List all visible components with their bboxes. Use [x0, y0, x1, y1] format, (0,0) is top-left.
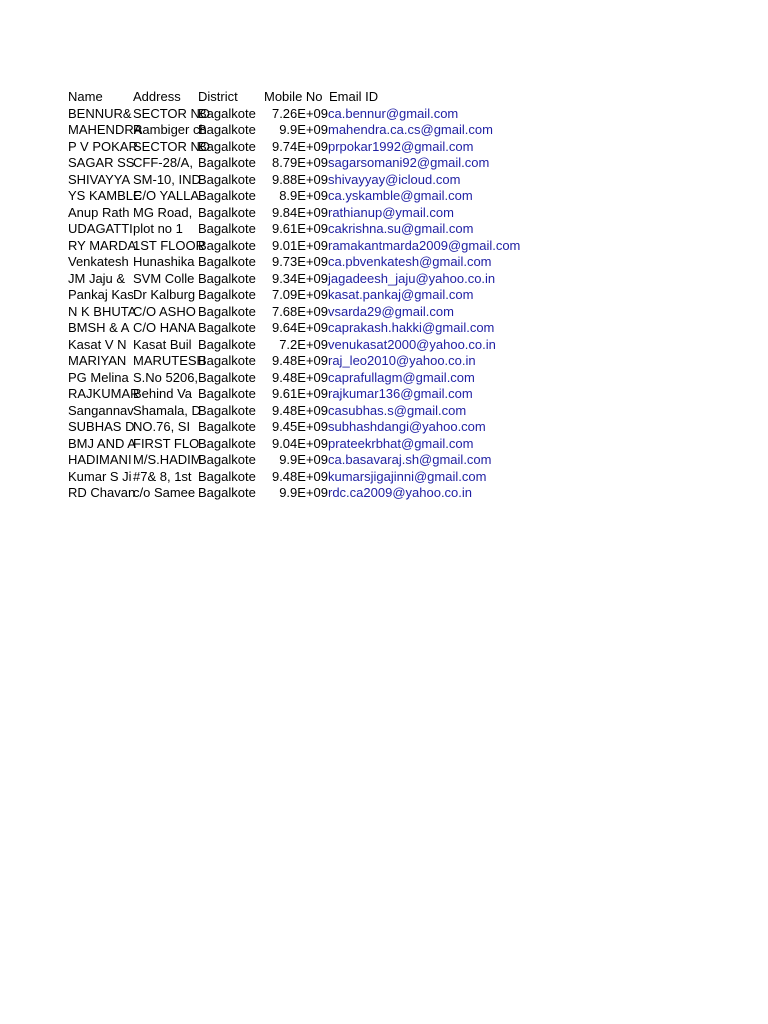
- header-district: District: [198, 89, 238, 104]
- district-cell: Bagalkote: [198, 320, 256, 335]
- district-cell: Bagalkote: [198, 122, 256, 137]
- mobile-cell: 9.48E+09: [271, 369, 328, 385]
- mobile-cell: 9.74E+09: [271, 138, 328, 154]
- name-cell: SAGAR SS: [68, 155, 135, 170]
- name-cell: SUBHAS D: [68, 419, 135, 434]
- mobile-cell: 9.64E+09: [271, 320, 328, 335]
- name-cell: SHIVAYYA: [68, 171, 131, 187]
- address-cell: CFF-28/A,: [133, 155, 193, 170]
- email-link[interactable]: shivayyay@icloud.com: [328, 171, 461, 187]
- mobile-cell: 7.26E+09: [271, 105, 328, 121]
- name-cell: BMJ AND A: [68, 435, 136, 451]
- name-cell: P V POKAR: [68, 138, 138, 154]
- mobile-cell: 9.61E+09: [271, 221, 328, 236]
- district-cell: Bagalkote: [198, 287, 256, 302]
- email-link[interactable]: subhashdangi@yahoo.com: [328, 419, 486, 434]
- address-cell: c/o Samee: [133, 485, 196, 500]
- email-link[interactable]: rdc.ca2009@yahoo.co.in: [328, 485, 473, 500]
- email-link[interactable]: ramakantmarda2009@gmail.com: [328, 237, 521, 253]
- mobile-cell: 9.48E+09: [271, 353, 328, 368]
- email-link[interactable]: mahendra.ca.cs@gmail.com: [328, 122, 493, 137]
- name-cell: Pankaj Kas: [68, 287, 134, 302]
- name-cell: YS KAMBLE: [68, 188, 142, 203]
- mobile-cell: 9.84E+09: [271, 204, 328, 220]
- district-cell: Bagalkote: [198, 204, 256, 220]
- email-link[interactable]: caprakash.hakki@gmail.com: [328, 320, 495, 335]
- mobile-cell: 9.48E+09: [271, 468, 328, 484]
- email-link[interactable]: venukasat2000@yahoo.co.in: [328, 336, 496, 352]
- mobile-cell: 7.09E+09: [271, 287, 328, 302]
- mobile-cell: 9.34E+09: [271, 270, 328, 286]
- district-cell: Bagalkote: [198, 270, 256, 286]
- email-link[interactable]: cakrishna.su@gmail.com: [328, 221, 474, 236]
- address-cell: SVM Colle: [133, 270, 195, 286]
- district-cell: Bagalkote: [198, 452, 256, 467]
- address-cell: MARUTESH: [133, 353, 206, 368]
- address-cell: C/O YALLA: [133, 188, 199, 203]
- email-link[interactable]: rathianup@ymail.com: [328, 204, 454, 220]
- email-link[interactable]: raj_leo2010@yahoo.co.in: [328, 353, 476, 368]
- name-cell: PG Melina: [68, 369, 129, 385]
- header-name: Name: [68, 89, 103, 104]
- district-cell: Bagalkote: [198, 155, 256, 170]
- district-cell: Bagalkote: [198, 221, 256, 236]
- district-cell: Bagalkote: [198, 336, 256, 352]
- mobile-cell: 9.61E+09: [271, 386, 328, 401]
- mobile-cell: 9.88E+09: [271, 171, 328, 187]
- header-address: Address: [133, 89, 181, 104]
- address-cell: Hunashika: [133, 254, 195, 269]
- address-cell: MG Road,: [133, 204, 193, 220]
- name-cell: MAHENDRA: [68, 122, 143, 137]
- name-cell: Kasat V N: [68, 336, 127, 352]
- district-cell: Bagalkote: [198, 303, 256, 319]
- district-cell: Bagalkote: [198, 402, 256, 418]
- address-cell: Shamala, D: [133, 402, 201, 418]
- address-cell: SM-10, IND: [133, 171, 201, 187]
- mobile-cell: 9.45E+09: [271, 419, 328, 434]
- address-cell: C/O ASHO: [133, 303, 196, 319]
- address-cell: FIRST FLO: [133, 435, 200, 451]
- address-cell: SECTOR NO: [133, 105, 211, 121]
- email-link[interactable]: ca.basavaraj.sh@gmail.com: [328, 452, 492, 467]
- mobile-cell: 9.04E+09: [271, 435, 328, 451]
- district-cell: Bagalkote: [198, 105, 256, 121]
- name-cell: Anup Rath: [68, 204, 130, 220]
- district-cell: Bagalkote: [198, 188, 256, 203]
- email-link[interactable]: kumarsjigajinni@gmail.com: [328, 468, 487, 484]
- email-link[interactable]: rajkumar136@gmail.com: [328, 386, 473, 401]
- name-cell: RAJKUMAR: [68, 386, 140, 401]
- header-mobile: Mobile No: [264, 89, 323, 104]
- email-link[interactable]: ca.yskamble@gmail.com: [328, 188, 473, 203]
- email-link[interactable]: prateekrbhat@gmail.com: [328, 435, 474, 451]
- district-cell: Bagalkote: [198, 353, 256, 368]
- email-link[interactable]: kasat.pankaj@gmail.com: [328, 287, 474, 302]
- email-link[interactable]: ca.pbvenkatesh@gmail.com: [328, 254, 492, 269]
- email-link[interactable]: prpokar1992@gmail.com: [328, 138, 474, 154]
- address-cell: #7& 8, 1st: [133, 468, 192, 484]
- district-cell: Bagalkote: [198, 237, 256, 253]
- mobile-cell: 9.01E+09: [271, 237, 328, 253]
- mobile-cell: 9.9E+09: [279, 485, 328, 500]
- name-cell: BMSH & A: [68, 320, 130, 335]
- address-cell: Kasat Buil: [133, 336, 192, 352]
- email-link[interactable]: sagarsomani92@gmail.com: [328, 155, 490, 170]
- address-cell: Dr Kalburg: [133, 287, 196, 302]
- mobile-cell: 8.9E+09: [279, 188, 328, 203]
- address-cell: SECTOR NO: [133, 138, 211, 154]
- email-link[interactable]: caprafullagm@gmail.com: [328, 369, 475, 385]
- mobile-cell: 9.48E+09: [271, 402, 328, 418]
- district-cell: Bagalkote: [198, 419, 256, 434]
- district-cell: Bagalkote: [198, 369, 256, 385]
- name-cell: RD Chavan: [68, 485, 136, 500]
- name-cell: Sangannav: [68, 402, 134, 418]
- address-cell: 1ST FLOOR: [133, 237, 206, 253]
- address-cell: S.No 5206,: [133, 369, 199, 385]
- header-email: Email ID: [329, 89, 379, 104]
- district-cell: Bagalkote: [198, 138, 256, 154]
- mobile-cell: 7.2E+09: [279, 336, 328, 352]
- email-link[interactable]: jagadeesh_jaju@yahoo.co.in: [328, 270, 496, 286]
- district-cell: Bagalkote: [198, 485, 256, 500]
- address-cell: M/S.HADIM: [133, 452, 202, 467]
- name-cell: N K BHUTA: [68, 303, 137, 319]
- mobile-cell: 7.68E+09: [271, 303, 328, 319]
- name-cell: RY MARDA: [68, 237, 137, 253]
- mobile-cell: 9.9E+09: [279, 122, 328, 137]
- district-cell: Bagalkote: [198, 254, 256, 269]
- email-link[interactable]: casubhas.s@gmail.com: [328, 402, 467, 418]
- email-link[interactable]: ca.bennur@gmail.com: [328, 105, 459, 121]
- mobile-cell: 9.9E+09: [279, 452, 328, 467]
- name-cell: JM Jaju &: [68, 270, 126, 286]
- name-cell: Venkatesh: [68, 254, 129, 269]
- name-cell: HADIMANI: [68, 452, 132, 467]
- address-cell: Rambiger ch: [133, 122, 207, 137]
- district-cell: Bagalkote: [198, 468, 256, 484]
- name-cell: BENNUR&: [68, 105, 132, 121]
- email-link[interactable]: vsarda29@gmail.com: [328, 303, 454, 319]
- name-cell: UDAGATTI: [68, 221, 133, 236]
- address-cell: plot no 1: [133, 221, 183, 236]
- district-cell: Bagalkote: [198, 435, 256, 451]
- address-cell: C/O HANA: [133, 320, 196, 335]
- name-cell: MARIYAN: [68, 353, 127, 368]
- mobile-cell: 8.79E+09: [271, 155, 328, 170]
- name-cell: Kumar S Ji: [68, 468, 132, 484]
- district-cell: Bagalkote: [198, 386, 256, 401]
- mobile-cell: 9.73E+09: [271, 254, 328, 269]
- address-cell: NO.76, SI: [133, 419, 191, 434]
- district-cell: Bagalkote: [198, 171, 256, 187]
- address-cell: Behind Va: [133, 386, 193, 401]
